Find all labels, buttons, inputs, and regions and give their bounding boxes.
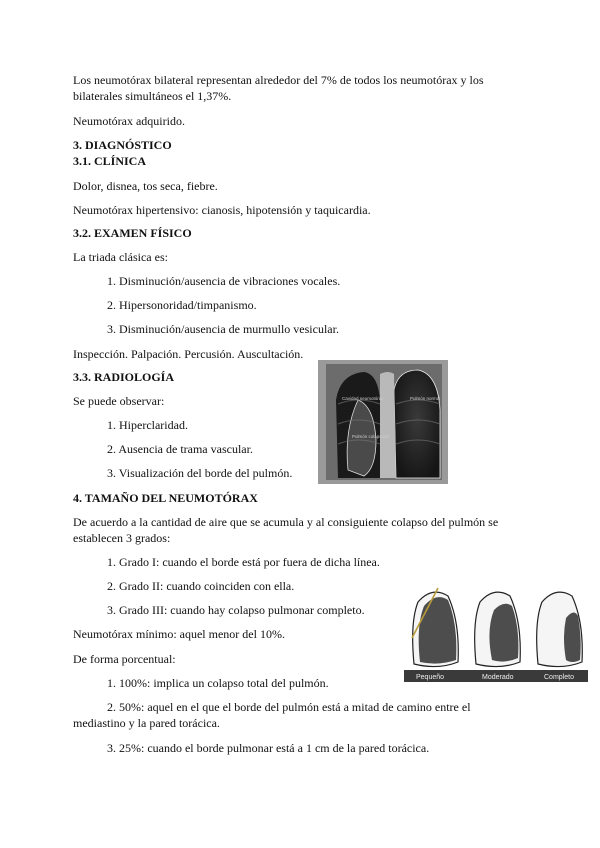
xray-label: Cavidad neumotórax	[342, 396, 384, 401]
xray-label: Pulmón colapsado	[352, 434, 390, 439]
diagnosis-heading: 3. DIAGNÓSTICO	[73, 138, 172, 152]
clinical-heading: 3.1. CLÍNICA	[73, 154, 147, 168]
radiology-intro: Se puede observar:	[73, 394, 165, 408]
grade-item: 3. Grado III: cuando hay colapso pulmonar completo.	[107, 603, 365, 617]
size-figure-label: Pequeño	[416, 674, 445, 681]
size-heading: 4. TAMAÑO DEL NEUMOTÓRAX	[73, 491, 258, 505]
acquired-text: Neumotórax adquirido.	[73, 114, 185, 128]
radiology-item: 2. Ausencia de trama vascular.	[107, 442, 253, 456]
xray-label: Pulmón normal	[410, 396, 441, 401]
bilateral-text-line1: Los neumotórax bilateral representan alrededor del 7% de todos los neumotórax y los	[73, 73, 484, 87]
bilateral-text-line2: bilaterales simultáneos el 1,37%.	[73, 89, 232, 103]
size-figure-label: Moderado	[482, 674, 514, 681]
triad-item: 2. Hipersonoridad/timpanismo.	[107, 298, 257, 312]
radiology-heading: 3.3. RADIOLOGÍA	[73, 370, 175, 384]
tension-text: Neumotórax hipertensivo: cianosis, hipotensión y taquicardia.	[73, 203, 371, 217]
triad-intro: La triada clásica es:	[73, 250, 168, 264]
exam-heading: 3.2. EXAMEN FÍSICO	[73, 226, 192, 240]
pneumothorax-size-figure	[404, 582, 588, 682]
minimal-text: Neumotórax mínimo: aquel menor del 10%.	[73, 627, 285, 641]
percent-item: 1. 100%: implica un colapso total del pulmón.	[107, 676, 329, 690]
percent-item-cont: mediastino y la pared torácica.	[73, 716, 220, 730]
percent-item: 2. 50%: aquel en el que el borde del pulmón está a mitad de camino entre el	[107, 700, 471, 714]
triad-item: 1. Disminución/ausencia de vibraciones vocales.	[107, 274, 341, 288]
radiology-item: 3. Visualización del borde del pulmón.	[107, 466, 293, 480]
percent-item: 3. 25%: cuando el borde pulmonar está a 1 cm de la pared torácica.	[107, 741, 430, 755]
chest-xray-image	[318, 360, 448, 484]
size-intro-line1: De acuerdo a la cantidad de aire que se acumula y al consiguiente colapso del pulmón se	[73, 515, 499, 529]
radiology-item: 1. Hiperclaridad.	[107, 418, 188, 432]
exam-steps: Inspección. Palpación. Percusión. Auscultación.	[73, 347, 304, 361]
size-intro-line2: establecen 3 grados:	[73, 531, 171, 545]
size-figure-label: Completo	[544, 674, 574, 681]
triad-item: 3. Disminución/ausencia de murmullo vesicular.	[107, 322, 339, 336]
symptoms-text: Dolor, disnea, tos seca, fiebre.	[73, 179, 218, 193]
grade-item: 2. Grado II: cuando coinciden con ella.	[107, 579, 295, 593]
grade-item: 1. Grado I: cuando el borde está por fuera de dicha línea.	[107, 555, 380, 569]
percent-intro: De forma porcentual:	[73, 652, 176, 666]
